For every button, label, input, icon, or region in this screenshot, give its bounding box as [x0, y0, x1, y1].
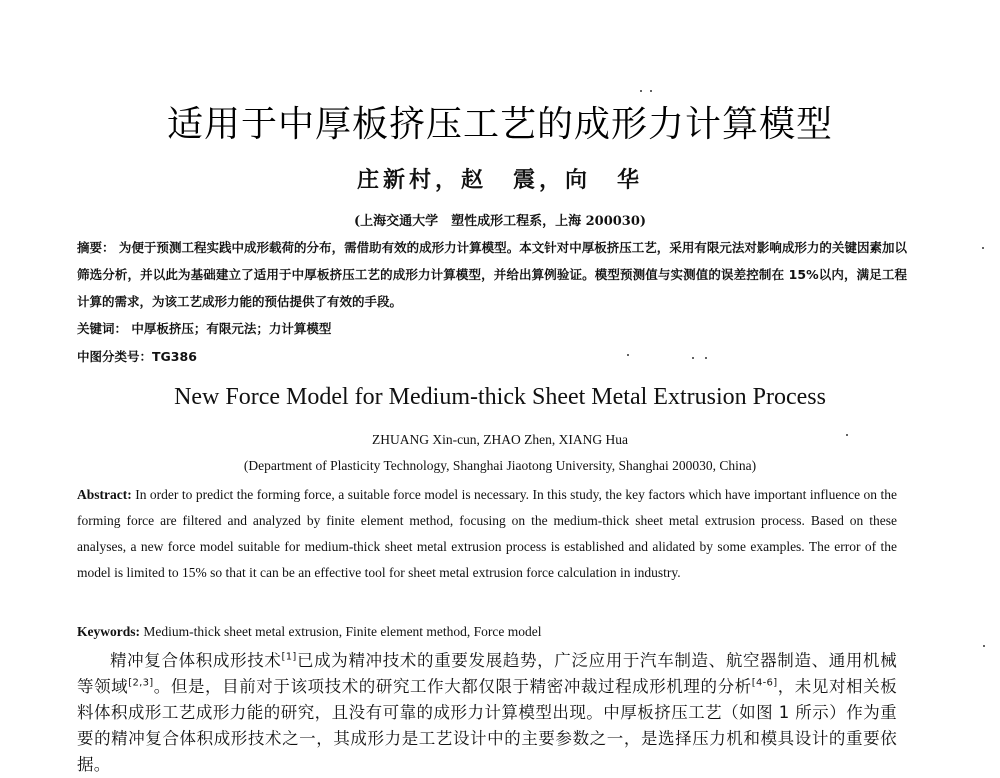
chinese-title: 适用于中厚板挤压工艺的成形力计算模型: [166, 104, 833, 145]
chinese-abstract-text: 为便于预测工程实践中成形载荷的分布，需借助有效的成形力计算模型。本文针对中厚板挤压工艺，采用有限元法对影响成形力的关键因素加以筛选分析，并以此为基础建立了适用于中厚板挤压工艺的成形力计算模型，并给出算例验证。模型预测值与实测值的误差控制在 15%以内，满足工程计算的需求，为该工艺成形力能的预估提供了有效的手段。: [77, 240, 907, 309]
classification-label: 中图分类号：: [77, 349, 153, 364]
citation-ref: [1]: [281, 651, 297, 663]
chinese-abstract-label: 摘要：: [77, 240, 115, 255]
body-text-part: 。但是，目前对于该项技术的研究工作大都仅限于精密冲裁过程成形机理的分析: [153, 677, 752, 696]
citation-ref: [2,3]: [128, 677, 154, 689]
chinese-abstract: [77, 234, 907, 315]
english-keywords: [77, 624, 897, 640]
english-keywords-label: Keywords:: [77, 624, 140, 639]
classification-value: TG386: [152, 349, 197, 364]
scan-speck: [705, 357, 707, 359]
english-affiliation: (Department of Plasticity Technology, Shanghai Jiaotong University, Shanghai 200030, China): [243, 458, 757, 473]
english-title: New Force Model for Medium-thick Sheet Metal Extrusion Process: [174, 384, 826, 410]
chinese-keywords-label: 关键词：: [77, 321, 128, 336]
english-keywords-text: Medium-thick sheet metal extrusion, Finite element method, Force model: [143, 624, 542, 639]
scan-speck: [627, 354, 629, 356]
scan-speck: [692, 357, 694, 359]
chinese-keywords: [77, 319, 907, 337]
body-text-part: 精冲复合体积成形技术: [110, 651, 282, 670]
scan-speck: [640, 90, 642, 92]
english-abstract-label: Abstract:: [77, 487, 132, 502]
citation-ref: [4-6]: [751, 677, 778, 689]
chinese-keywords-text: 中厚板挤压；有限元法；力计算模型: [131, 321, 332, 336]
scan-speck: [982, 247, 984, 249]
chinese-affiliation: (上海交通大学 塑性成形工程系，上海 200030): [353, 214, 647, 229]
body-text-part: ，未见对相关板料体积成形工艺成形力能的研究，且没有可靠的成形力计算模型出现。中厚板挤压工艺（如图 1 所示）作为重要的精冲复合体积成形技术之一，其成形力是工艺设计中的主要参数之一，是选择压力机和模具设计的重要依据。: [77, 677, 898, 774]
english-abstract: [77, 482, 897, 586]
scan-speck: [846, 434, 848, 436]
english-authors: ZHUANG Xin-cun, ZHAO Zhen, XIANG Hua: [371, 432, 629, 447]
english-abstract-text: In order to predict the forming force, a suitable force model is necessary. In this study, the key factors which have important influence on the forming force are filtered and analyzed by finite element method, focusing on the medium-thick sheet metal extrusion process. Based on these analyses, a new force model suitable for medium-thick sheet metal extrusion process is established and alidated by some examples. The error of the model is limited to 15% so that it can be an effective tool for sheet metal extrusion force calculation in industry.: [77, 487, 897, 580]
body-text-part: 已成为精冲技术的重要发展趋势，广泛应用于汽车制造、航空器制造、通用机械等领域: [77, 651, 898, 696]
scan-speck: [650, 90, 652, 92]
classification-number: [77, 347, 907, 365]
body-paragraph: [77, 648, 897, 778]
scan-speck: [983, 645, 985, 647]
chinese-authors: 庄新村，赵 震，向 华: [356, 167, 643, 193]
